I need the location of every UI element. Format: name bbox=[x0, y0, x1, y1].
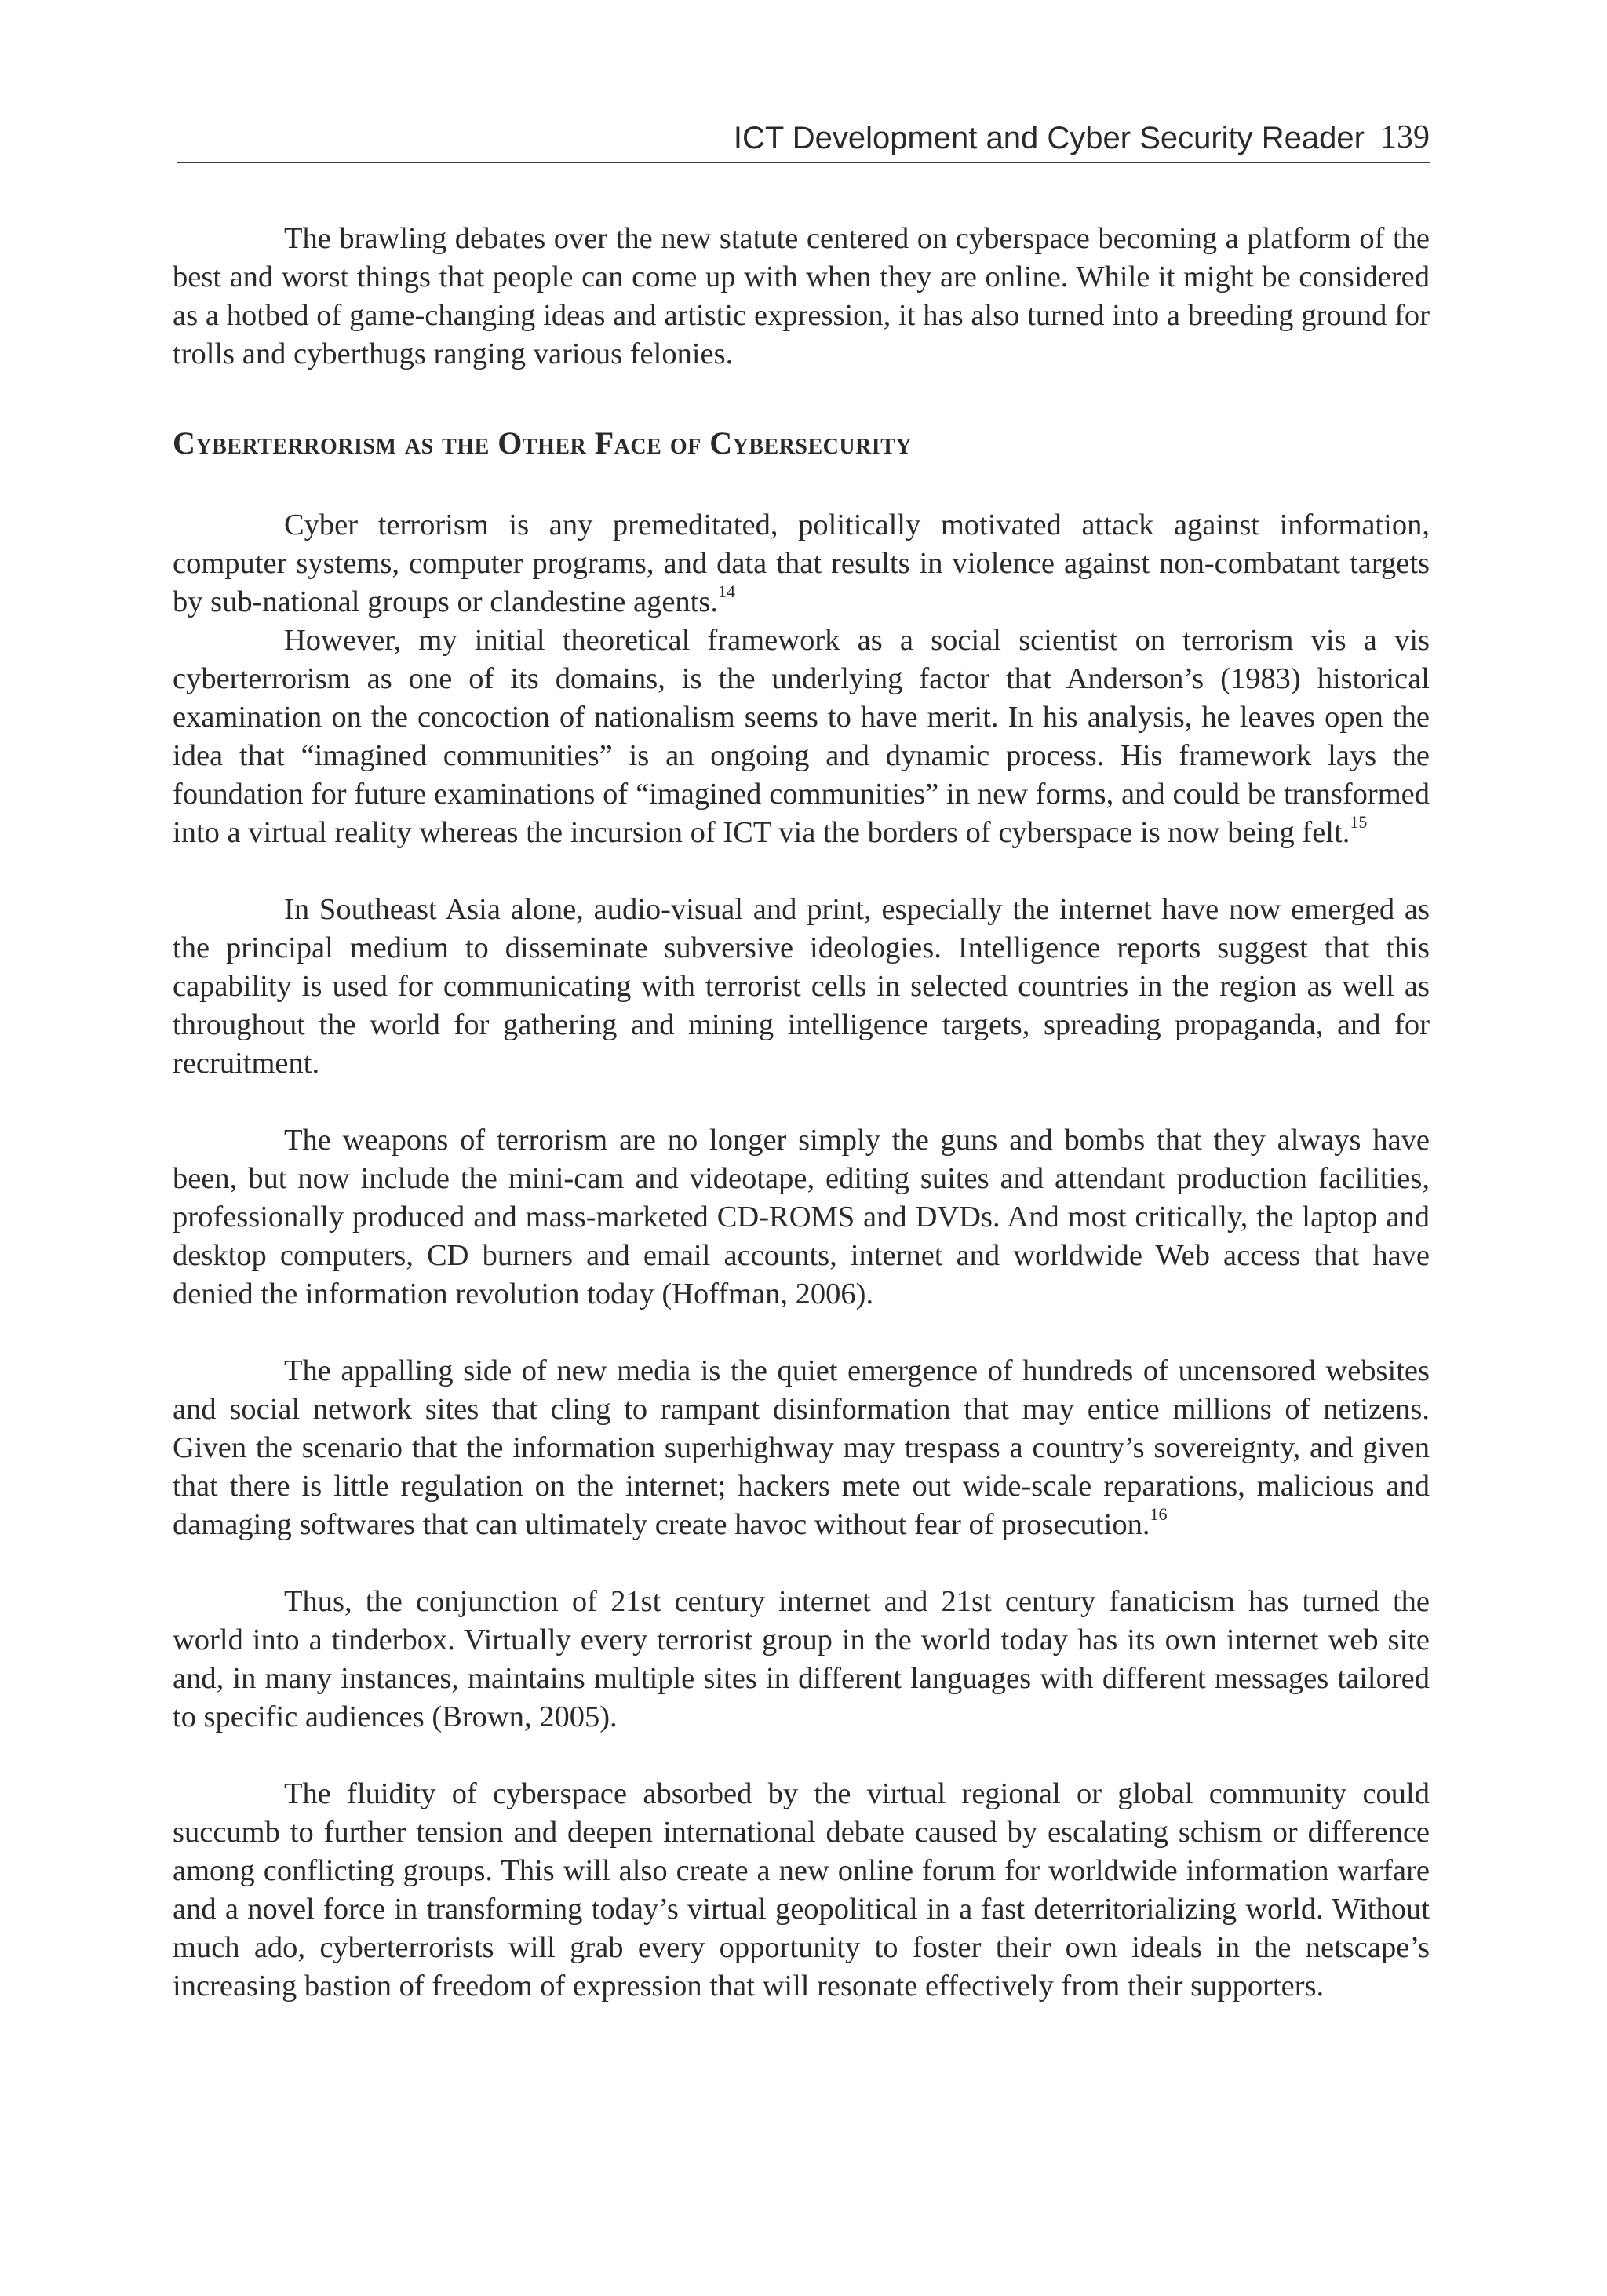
footnote-marker: 15 bbox=[1350, 812, 1368, 833]
paragraph-southeast-asia bbox=[173, 891, 1430, 1083]
paragraph-text: The weapons of terrorism are no longer simply the guns and bombs that they always have been, but now include the mini-cam and videotape, editing suites and attendant production facilities, professionally produced and mass-marketed CD-ROMS and DVDs. And most critically, the laptop and desktop computers, CD burners and email accounts, internet and worldwide Web access that have denied the information revolution today (Hoffman, 2006). bbox=[173, 1124, 1430, 1310]
paragraph-text: Thus, the conjunction of 21st century internet and 21st century fanaticism has turned the world into a tinderbox. Virtually every terrorist group in the world today has its own internet web site and, in many instances, maintains multiple sites in different languages with different messages tailored to specific audiences (Brown, 2005). bbox=[173, 1585, 1430, 1733]
paragraph-text: Cyber terrorism is any premeditated, politically motivated attack against information, computer systems, computer programs, and data that results in violence against non-combatant targets by sub-national groups or clandestine agents. bbox=[173, 508, 1430, 618]
paragraph-tinderbox bbox=[173, 1583, 1430, 1737]
paragraph-weapons bbox=[173, 1121, 1430, 1314]
paragraph-framework bbox=[173, 621, 1430, 852]
paragraph-text: The fluidity of cyberspace absorbed by the virtual regional or global community could succumb to further tension and deepen international debate caused by escalating schism or difference among conflicting groups. This will also create a new online forum for worldwide information warfare and a novel force in transforming today’s virtual geopolitical in a fast deterritorializing world. Without much ado, cyberterrorists will grab every opportunity to foster their own ideals in the netscape’s increasing bastion of freedom of expression that will resonate effectively from their supporters. bbox=[173, 1777, 1430, 2003]
header-title: ICT Development and Cyber Security Reader bbox=[733, 121, 1365, 155]
paragraph-definition bbox=[173, 506, 1430, 621]
section-heading: Cyberterrorism as the Other Face of Cybersecurity bbox=[173, 425, 913, 461]
page-body bbox=[173, 220, 1430, 2006]
paragraph-new-media bbox=[173, 1352, 1430, 1544]
footnote-marker: 14 bbox=[717, 581, 735, 602]
paragraph-text: In Southeast Asia alone, audio-visual and print, especially the internet have now emerged as the principal medium to disseminate subversive ideologies. Intelligence reports suggest that this capability is used for communicating with terrorist cells in selected countries in the region as well as throughout the world for gathering and mining intelligence targets, spreading propaganda, and for recruitment. bbox=[173, 893, 1430, 1080]
page-number: 139 bbox=[1380, 119, 1430, 155]
paragraph-text: The brawling debates over the new statute centered on cyberspace becoming a platform of the best and worst things that people can come up with when they are online. While it might be considered as a hotbed of game-changing ideas and artistic expression, it has also turned into a breeding ground for trolls and cyberthugs ranging various felonies. bbox=[173, 222, 1430, 370]
footnote-marker: 16 bbox=[1150, 1504, 1168, 1525]
paragraph-text: The appalling side of new media is the quiet emergence of hundreds of uncensored websites and social network sites that cling to rampant disinformation that may entice millions of netizens. Given the scenario that the information superhighway may trespass a country’s sovereignty, and given that there is little regulation on the internet; hackers mete out wide-scale reparations, malicious and damaging softwares that can ultimately create havoc without fear of prosecution. bbox=[173, 1354, 1430, 1541]
running-header bbox=[177, 113, 1430, 163]
paragraph-debates bbox=[173, 220, 1430, 374]
paragraph-text: However, my initial theoretical framework as a social scientist on terrorism vis a vis cyberterrorism as one of its domains, is the underlying factor that Anderson’s (1983) historical examination on the concoction of nationalism seems to have merit. In his analysis, he leaves open the idea that “imagined communities” is an ongoing and dynamic process. His framework lays the foundation for future examinations of “imagined communities” in new forms, and could be transformed into a virtual reality whereas the incursion of ICT via the borders of cyberspace is now being felt. bbox=[173, 624, 1430, 849]
paragraph-fluidity bbox=[173, 1775, 1430, 2006]
